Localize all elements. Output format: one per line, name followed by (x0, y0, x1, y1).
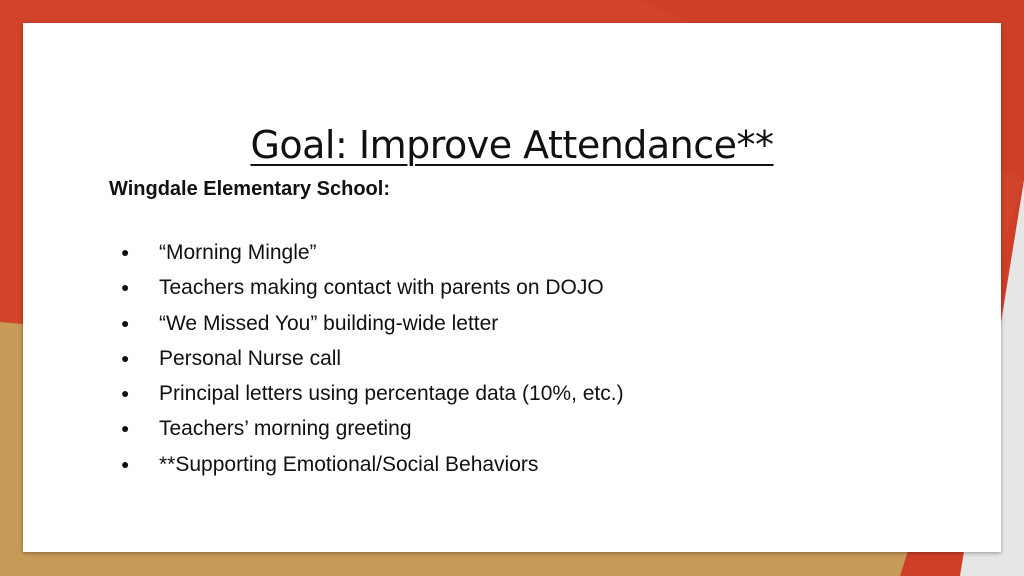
list-item-text: Teachers’ morning greeting (159, 417, 412, 441)
list-item-text: Teachers making contact with parents on DOJO (159, 276, 604, 300)
list-item-text: “Morning Mingle” (159, 241, 317, 264)
slide-subtitle: Wingdale Elementary School: (109, 178, 390, 200)
slide-title-text: Goal: Improve Attendance** (250, 123, 774, 167)
bullet-icon: ● (121, 349, 130, 366)
bullet-icon: ● (121, 420, 130, 437)
slide-title (23, 125, 1001, 167)
slide-card (23, 23, 1001, 552)
list-item-text: Principal letters using percentage data (10%, etc.) (159, 382, 624, 406)
bullet-icon: ● (121, 385, 130, 402)
list-item-text: **Supporting Emotional/Social Behaviors (159, 452, 539, 476)
bullet-icon: ● (121, 244, 130, 260)
bullet-icon: ● (121, 455, 130, 472)
list-item-text: “We Missed You” building-wide letter (159, 311, 499, 335)
bullet-icon: ● (121, 279, 130, 296)
bullet-icon: ● (121, 314, 130, 331)
list-item-text: Personal Nurse call (159, 346, 342, 370)
